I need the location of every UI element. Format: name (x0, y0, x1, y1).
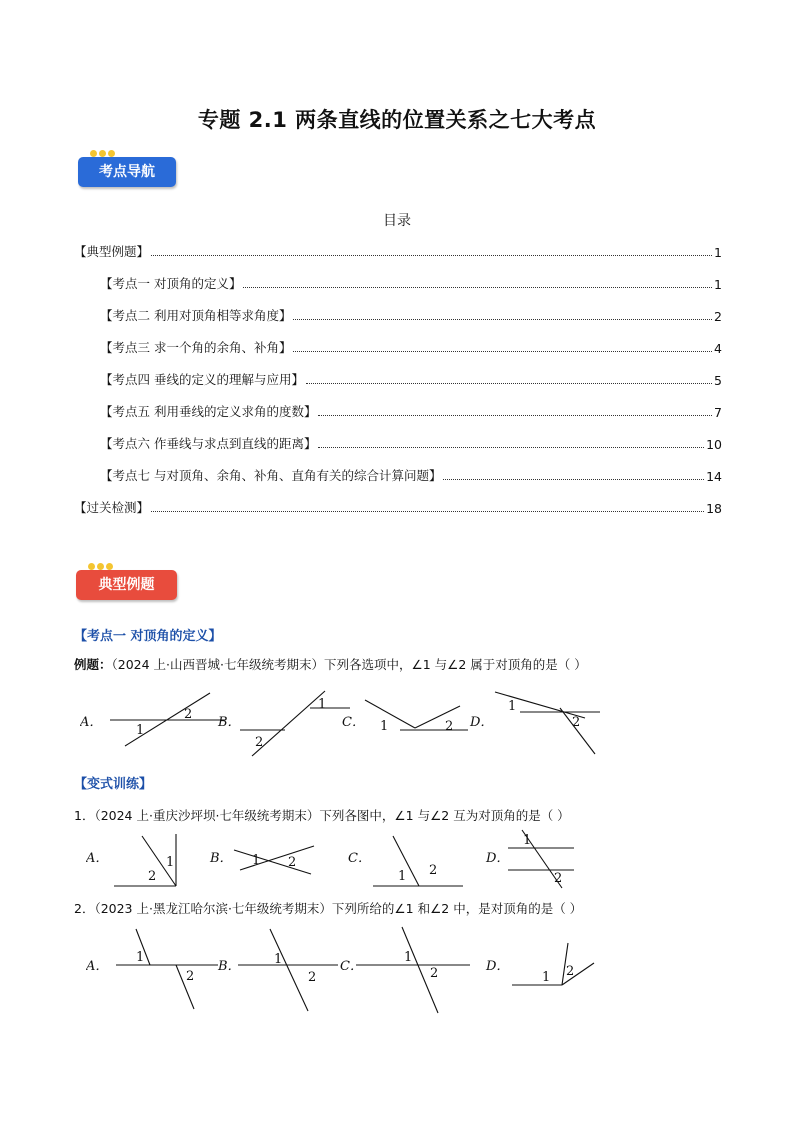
angle-label: 1 (318, 697, 327, 712)
angle-label: 2 (308, 970, 317, 985)
option-label: B． (218, 959, 241, 974)
angle-label: 2 (554, 871, 563, 886)
option-label: C． (340, 959, 363, 974)
badge-dots (90, 150, 115, 157)
angle-label: 1 (136, 950, 145, 965)
option-label: A． (86, 959, 109, 974)
angle-label: 2 (429, 863, 438, 878)
option-label: B． (218, 715, 241, 730)
option-label: A． (80, 715, 103, 730)
option-label: D． (486, 851, 510, 866)
angle-label: 1 (252, 853, 261, 868)
angle-label: 1 (542, 970, 551, 985)
question-1-figures (86, 828, 596, 890)
angle-label: 2 (572, 715, 581, 730)
toc-row[interactable]: 【考点五 利用垂线的定义求角的度数】 7 (100, 404, 722, 420)
toc-heading: 目录 (383, 213, 411, 229)
angle-label: 2 (430, 966, 439, 981)
question-2-figures (86, 925, 606, 1017)
angle-label: 2 (255, 735, 264, 750)
question-2: 2．（2023 上·黑龙江哈尔滨·七年级统考期末）下列所给的∠1 和∠2 中，是对顶角的是（ ） (74, 901, 583, 916)
toc-row[interactable]: 【考点三 求一个角的余角、补角】 4 (100, 340, 722, 356)
example-figures (80, 688, 620, 760)
angle-label: 2 (184, 707, 193, 722)
toc-row[interactable]: 【考点二 利用对顶角相等求角度】 2 (100, 308, 722, 324)
variant-heading: 【变式训练】 (74, 777, 153, 792)
option-label: C． (342, 715, 365, 730)
angle-label: 2 (566, 964, 575, 979)
angle-label: 1 (523, 833, 532, 848)
toc-row[interactable]: 【过关检测】 18 (74, 500, 722, 516)
angle-label: 1 (380, 719, 389, 734)
option-label: D． (486, 959, 510, 974)
angle-label: 2 (186, 969, 195, 984)
option-label: D． (470, 715, 494, 730)
angle-label: 1 (508, 699, 517, 714)
option-label: A． (86, 851, 109, 866)
examples-badge: 典型例题 (76, 570, 177, 600)
toc-row[interactable]: 【考点六 作垂线与求点到直线的距离】 10 (100, 436, 722, 452)
example-question: 例题：（2024 上·山西晋城·七年级统考期末）下列各选项中，∠1 与∠2 属于对顶角的是（ ） (74, 657, 587, 672)
angle-label: 1 (136, 723, 145, 738)
angle-label: 2 (148, 869, 157, 884)
angle-label: 1 (404, 950, 413, 965)
question-1: 1．（2024 上·重庆沙坪坝·七年级统考期末）下列各图中，∠1 与∠2 互为对顶角的是（ ） (74, 808, 570, 823)
angle-label: 1 (398, 869, 407, 884)
toc-row[interactable]: 【考点七 与对顶角、余角、补角、直角有关的综合计算问题】 14 (100, 468, 722, 484)
angle-label: 2 (445, 719, 454, 734)
page-title: 专题 2.1 两条直线的位置关系之七大考点 (197, 108, 597, 132)
toc-row[interactable]: 【典型例题】 1 (74, 244, 722, 260)
option-label: B． (210, 851, 233, 866)
angle-label: 2 (288, 855, 297, 870)
option-label: C． (348, 851, 371, 866)
toc-row[interactable]: 【考点四 垂线的定义的理解与应用】 5 (100, 372, 722, 388)
badge-dots (88, 563, 113, 570)
nav-badge: 考点导航 (78, 157, 176, 187)
toc-row[interactable]: 【考点一 对顶角的定义】 1 (100, 276, 722, 292)
section-heading: 【考点一 对顶角的定义】 (74, 629, 222, 644)
angle-label: 1 (166, 855, 175, 870)
angle-label: 1 (274, 952, 283, 967)
